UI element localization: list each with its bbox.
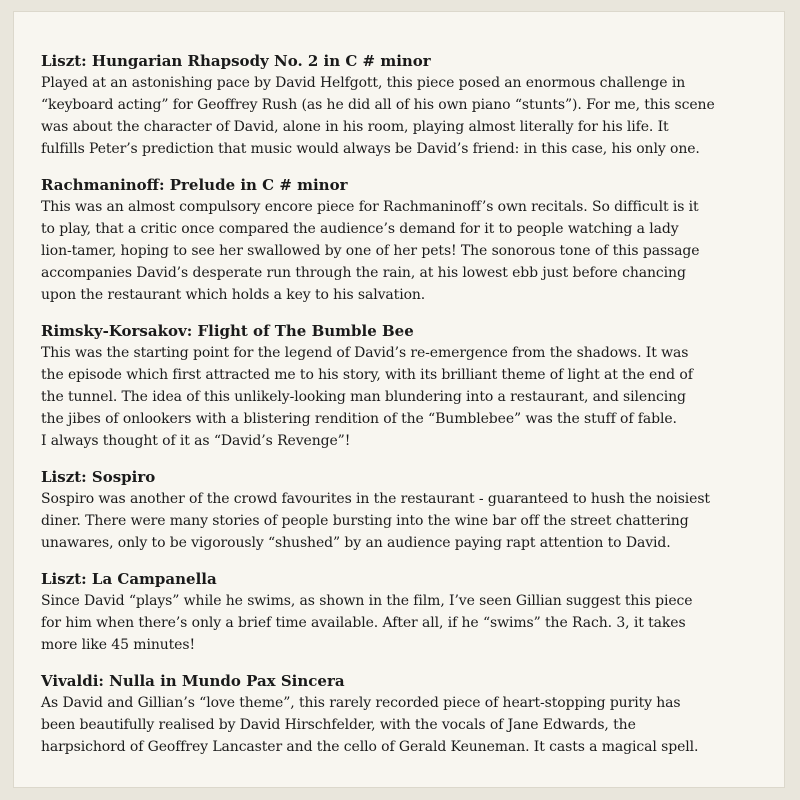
body-line: was about the character of David, alone in his room, playing almost literally for his life. It xyxy=(41,119,669,135)
section-body xyxy=(41,196,776,306)
section-title: Rimsky-Korsakov: Flight of The Bumble Bee xyxy=(41,322,414,340)
body-line: As David and Gillian’s “love theme”, this rarely recorded piece of heart-stopping purity has xyxy=(41,695,681,711)
body-line: accompanies David’s desperate run through the rain, at his lowest ebb just before chancing xyxy=(41,265,686,281)
section-nulla-in-mundo xyxy=(41,670,776,758)
body-line: been beautifully realised by David Hirschfelder, with the vocals of Jane Edwards, the xyxy=(41,717,636,733)
section-body xyxy=(41,692,776,758)
section-title: Liszt: La Campanella xyxy=(41,570,217,588)
section-title: Liszt: Hungarian Rhapsody No. 2 in C # minor xyxy=(41,52,431,70)
body-line: the tunnel. The idea of this unlikely-looking man blundering into a restaurant, and silencing xyxy=(41,389,686,405)
body-line: This was the starting point for the legend of David’s re-emergence from the shadows. It was xyxy=(41,345,689,361)
section-rachmaninoff-prelude xyxy=(41,174,776,306)
section-hungarian-rhapsody xyxy=(41,50,776,160)
body-line: harpsichord of Geoffrey Lancaster and the cello of Gerald Keuneman. It casts a magical spell. xyxy=(41,739,699,755)
section-bumble-bee xyxy=(41,320,776,452)
body-line: diner. There were many stories of people bursting into the wine bar off the street chattering xyxy=(41,513,689,529)
section-sospiro xyxy=(41,466,776,554)
body-line: Sospiro was another of the crowd favourites in the restaurant - guaranteed to hush the noisiest xyxy=(41,491,710,507)
liner-notes xyxy=(41,50,776,772)
body-line: for him when there’s only a brief time available. After all, if he “swims” the Rach. 3, it takes xyxy=(41,615,686,631)
section-body xyxy=(41,72,776,160)
section-title: Rachmaninoff: Prelude in C # minor xyxy=(41,176,348,194)
section-la-campanella xyxy=(41,568,776,656)
section-body xyxy=(41,488,776,554)
section-title: Vivaldi: Nulla in Mundo Pax Sincera xyxy=(41,672,345,690)
body-line: the jibes of onlookers with a blistering rendition of the “Bumblebee” was the stuff of fable. xyxy=(41,411,677,427)
section-body xyxy=(41,590,776,656)
section-body xyxy=(41,342,776,452)
booklet-page xyxy=(14,12,784,787)
body-line: fulfills Peter’s prediction that music would always be David’s friend: in this case, his only one. xyxy=(41,141,700,157)
body-line: This was an almost compulsory encore piece for Rachmaninoff’s own recitals. So difficult is it xyxy=(41,199,699,215)
body-line: upon the restaurant which holds a key to his salvation. xyxy=(41,287,426,303)
body-line: Played at an astonishing pace by David Helfgott, this piece posed an enormous challenge in xyxy=(41,75,686,91)
body-line: to play, that a critic once compared the audience’s demand for it to people watching a lady xyxy=(41,221,679,237)
body-line: “keyboard acting” for Geoffrey Rush (as he did all of his own piano “stunts”). For me, this scene xyxy=(41,97,715,113)
section-title: Liszt: Sospiro xyxy=(41,468,156,486)
body-line: lion-tamer, hoping to see her swallowed by one of her pets! The sonorous tone of this passage xyxy=(41,243,700,259)
body-line: the episode which first attracted me to his story, with its brilliant theme of light at the end of xyxy=(41,367,693,383)
body-line: more like 45 minutes! xyxy=(41,637,195,653)
body-line: Since David “plays” while he swims, as shown in the film, I’ve seen Gillian suggest this piece xyxy=(41,593,693,609)
body-line: unawares, only to be vigorously “shushed” by an audience paying rapt attention to David. xyxy=(41,535,671,551)
body-line: I always thought of it as “David’s Revenge”! xyxy=(41,433,351,449)
